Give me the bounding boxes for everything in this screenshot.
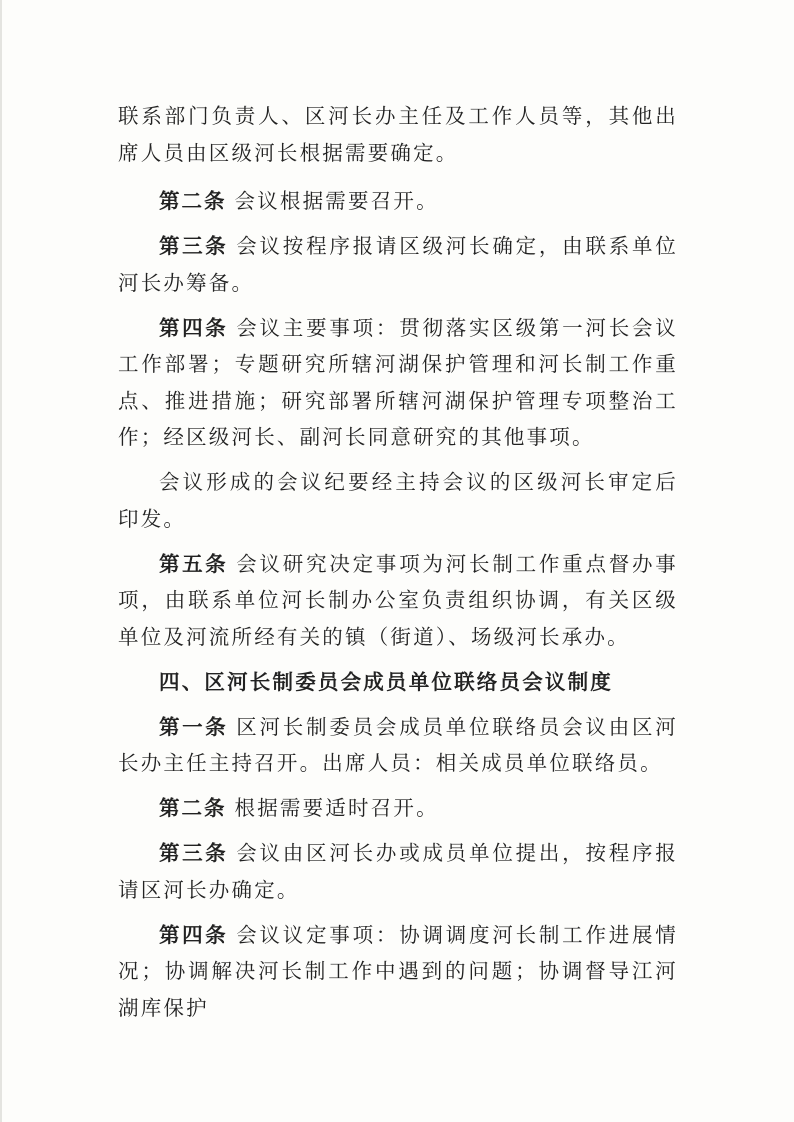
article-text: 根据需要适时召开。	[234, 796, 439, 820]
article-label: 第四条	[159, 922, 229, 947]
paragraph-text: 联系部门负责人、区河长办主任及工作人员等，其他出席人员由区级河长根据需要确定。	[118, 104, 678, 165]
liaison-article-3	[118, 835, 678, 908]
article-text: 会议由区河长办或成员单位提出，按程序报请区河长办确定。	[118, 841, 678, 902]
article-text: 会议根据需要召开。	[234, 189, 439, 213]
article-label: 第三条	[159, 841, 229, 865]
article-label: 第五条	[159, 551, 229, 576]
article-text: 会议议定事项：协调调度河长制工作进展情况；协调解决河长制工作中遇到的问题；协调督导江河湖库保护	[118, 922, 678, 1020]
article-label: 第二条	[159, 189, 227, 213]
article-label: 第三条	[159, 234, 229, 258]
paragraph-minutes	[118, 464, 678, 537]
liaison-article-1	[118, 709, 678, 782]
article-label: 第二条	[159, 796, 227, 820]
article-text: 区河长制委员会成员单位联络员会议由区河长办主任主持召开。出席人员：相关成员单位联络员。	[118, 714, 678, 775]
section-heading-4: 四、区河长制委员会成员单位联络员会议制度	[159, 669, 613, 694]
article-3	[118, 228, 678, 301]
paragraph-attendees-cont	[118, 98, 678, 171]
article-text: 会议按程序报请区级河长确定，由联系单位河长办筹备。	[118, 234, 678, 295]
article-text: 会议主要事项：贯彻落实区级第一河长会议工作部署；专题研究所辖河湖保护管理和河长制工作重点、推进措施；研究部署所辖河湖保护管理专项整治工作；经区级河长、副河长同意研究的其他事项。	[118, 315, 678, 449]
document-body	[118, 98, 678, 1035]
article-label: 第一条	[159, 714, 229, 739]
article-4	[118, 310, 678, 456]
paragraph-text: 会议形成的会议纪要经主持会议的区级河长审定后印发。	[118, 470, 678, 531]
article-5	[118, 546, 678, 656]
liaison-article-2	[118, 790, 678, 827]
article-text: 会议研究决定事项为河长制工作重点督办事项，由联系单位河长制办公室负责组织协调，有关区级单位及河流所经有关的镇（街道）、场级河长承办。	[118, 551, 678, 649]
article-label: 第四条	[159, 315, 229, 340]
liaison-article-4	[118, 917, 678, 1027]
article-2	[118, 183, 678, 220]
